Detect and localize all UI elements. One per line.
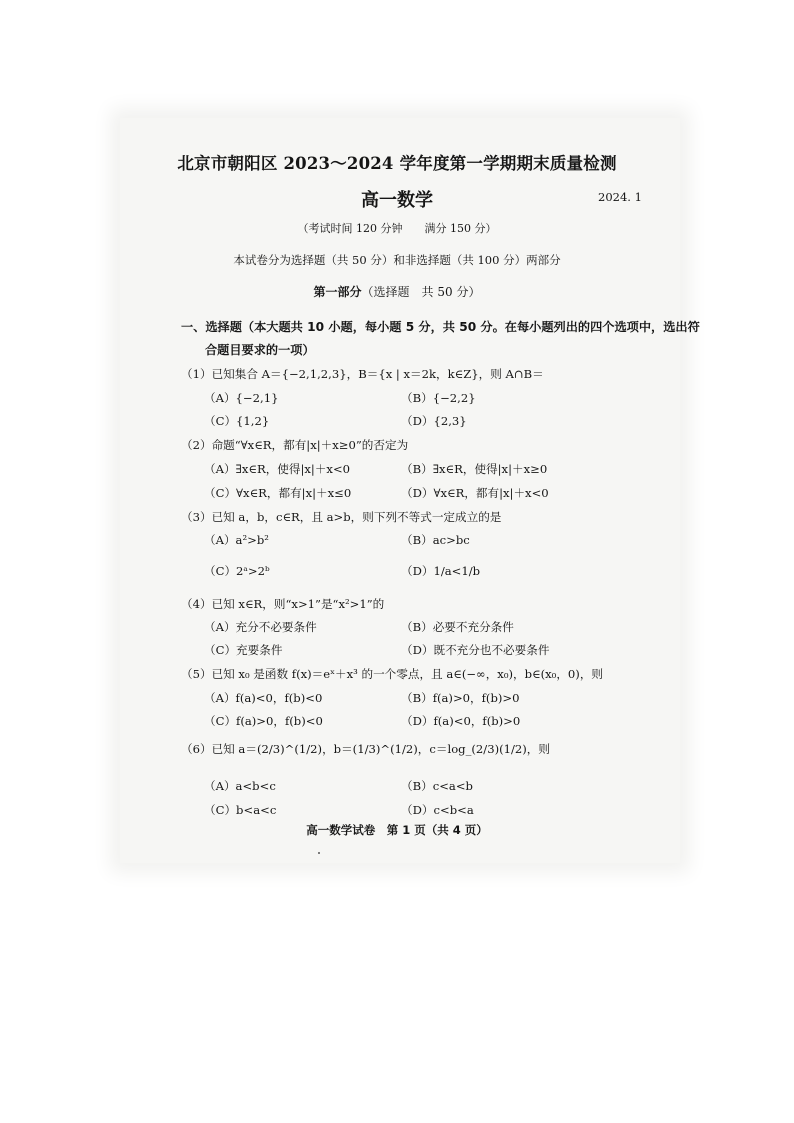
question-3-option-b: （B）ac>bc: [401, 533, 470, 547]
part-note: （选择题 共 50 分）: [361, 285, 481, 299]
question-1-option-c: （C）{1,2}: [204, 414, 270, 428]
question-2-option-d: （D）∀x∈R，都有|x|＋x<0: [401, 486, 549, 500]
question-4-option-a: （A）充分不必要条件: [204, 620, 317, 634]
question-1-stem: （1）已知集合 A＝{−2,1,2,3}，B＝{x | x＝2k，k∈Z}，则 A∩B＝: [181, 367, 544, 381]
question-4-stem: （4）已知 x∈R，则“x>1”是“x²>1”的: [181, 597, 385, 611]
question-6-option-d: （D）c<b<a: [401, 803, 474, 817]
question-3-option-a: （A）a²>b²: [204, 533, 269, 547]
question-2-option-b: （B）∃x∈R，使得|x|＋x≥0: [401, 462, 548, 476]
question-6-option-b: （B）c<a<b: [401, 779, 473, 793]
page-footer: 高一数学试卷 第 1 页（共 4 页）: [306, 823, 488, 837]
question-3-stem: （3）已知 a，b，c∈R，且 a>b，则下列不等式一定成立的是: [181, 510, 502, 524]
question-6-option-a: （A）a<b<c: [204, 779, 276, 793]
scan-speck: [318, 852, 320, 854]
part-heading: [0, 283, 794, 300]
question-4-option-c: （C）充要条件: [204, 643, 283, 657]
part-title: 第一部分: [313, 285, 362, 299]
exam-title: 北京市朝阳区 2023～2024 学年度第一学期期末质量检测: [177, 154, 617, 173]
question-5-option-d: （D）f(a)<0，f(b)>0: [401, 714, 521, 728]
question-2-option-a: （A）∃x∈R，使得|x|＋x<0: [204, 462, 351, 476]
question-3-option-d: （D）1/a<1/b: [401, 564, 481, 578]
question-5-stem: （5）已知 x₀ 是函数 f(x)＝eˣ＋x³ 的一个零点，且 a∈(−∞，x₀)，b∈(x₀，0)，则: [181, 667, 604, 681]
question-2-option-c: （C）∀x∈R，都有|x|＋x≤0: [204, 486, 352, 500]
exam-info: （考试时间 120 分钟 满分 150 分）: [297, 222, 497, 235]
question-1-option-a: （A）{−2,1}: [204, 391, 279, 405]
question-6-option-c: （C）b<a<c: [204, 803, 277, 817]
question-5-option-b: （B）f(a)>0，f(b)>0: [401, 691, 520, 705]
question-3-option-c: （C）2ᵃ>2ᵇ: [204, 564, 270, 578]
question-4-option-b: （B）必要不充分条件: [401, 620, 514, 634]
question-1-option-d: （D）{2,3}: [401, 414, 467, 428]
exam-intro: 本试卷分为选择题（共 50 分）和非选择题（共 100 分）两部分: [233, 253, 561, 267]
question-1-option-b: （B）{−2,2}: [401, 391, 476, 405]
section-heading-line2: 合题目要求的一项）: [205, 343, 315, 357]
question-6-stem: （6）已知 a＝(2/3)^(1/2)，b＝(1/3)^(1/2)，c＝log_(2/3)(1/2)，则: [181, 742, 550, 756]
question-5-option-c: （C）f(a)>0，f(b)<0: [204, 714, 323, 728]
question-5-option-a: （A）f(a)<0，f(b)<0: [204, 691, 323, 705]
question-4-option-d: （D）既不充分也不必要条件: [401, 643, 550, 657]
exam-date: 2024. 1: [598, 190, 642, 204]
question-2-stem: （2）命题“∀x∈R，都有|x|＋x≥0”的否定为: [181, 438, 409, 452]
section-heading-line1: 一、选择题（本大题共 10 小题，每小题 5 分，共 50 分。在每小题列出的四个选项中，选出符: [181, 320, 700, 334]
subject-title: 高一数学: [361, 190, 433, 211]
